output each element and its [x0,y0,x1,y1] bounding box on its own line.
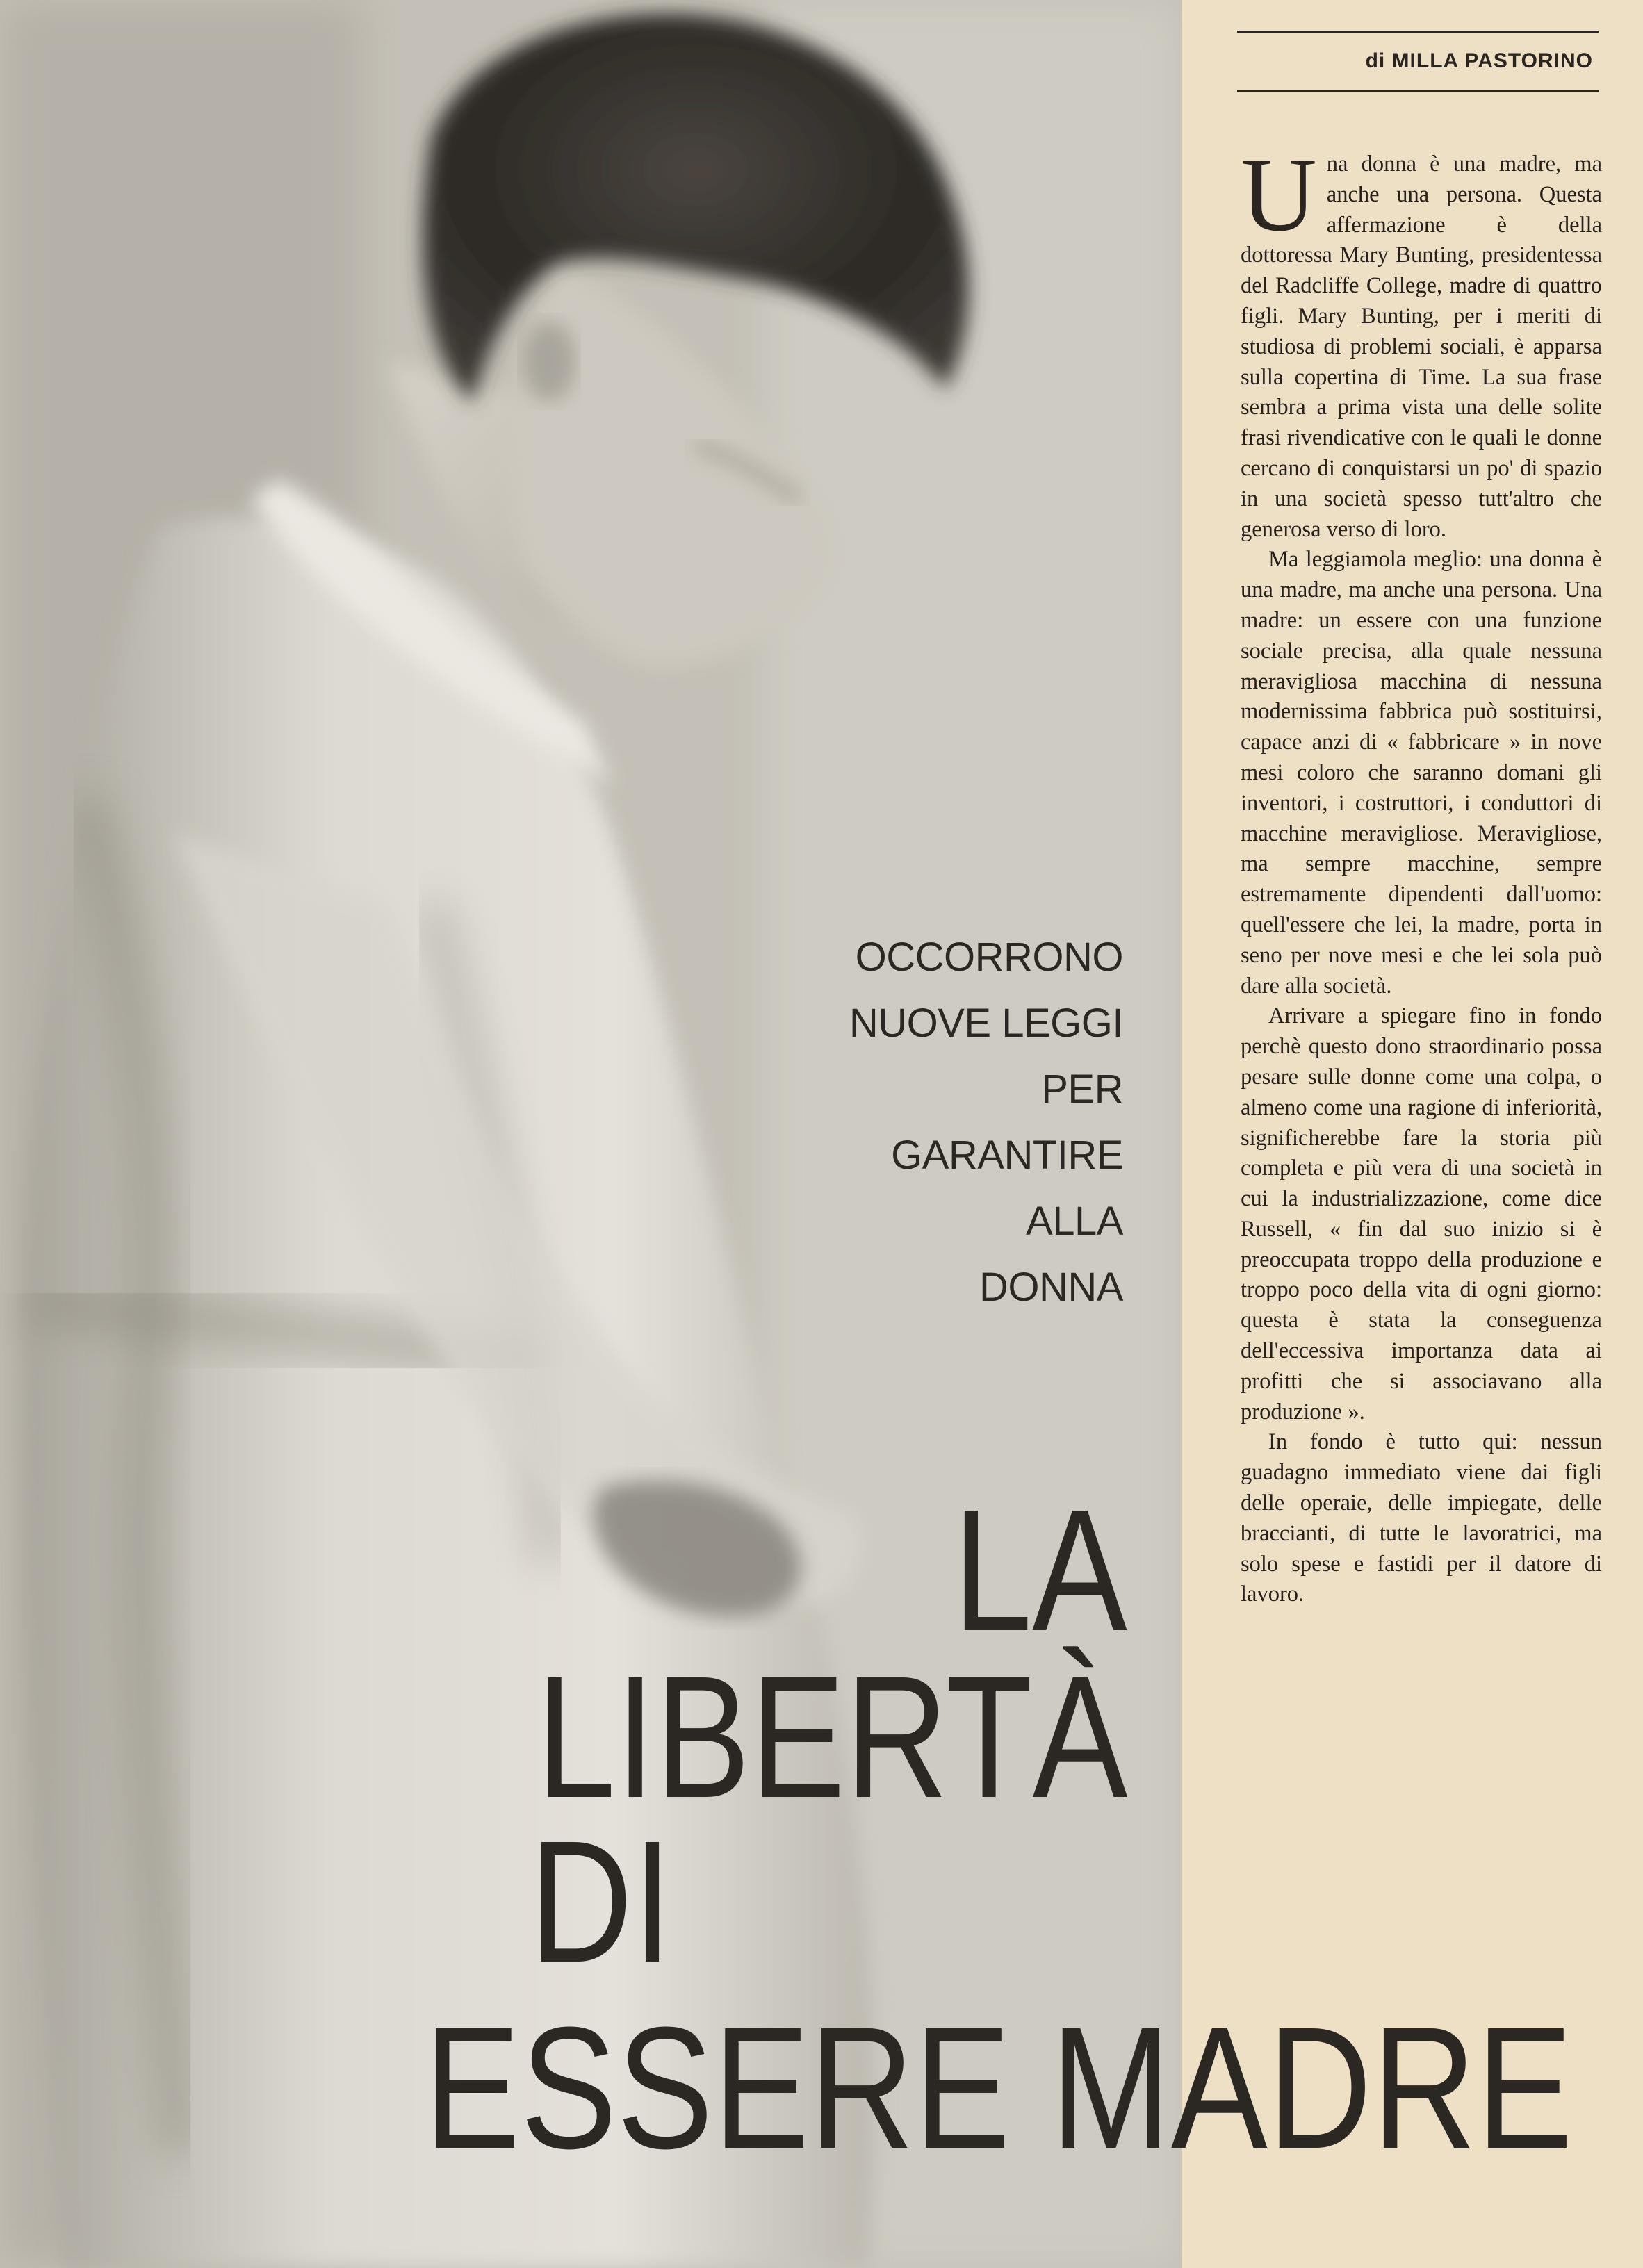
subtitle-line: PER [1041,1067,1123,1112]
subtitle-line: ALLA [1026,1199,1123,1244]
subtitle [734,924,1123,1320]
subtitle-line: GARANTIRE [891,1133,1123,1178]
title-line-4: ESSERE MADRE [424,1991,1573,2185]
article-paragraph-4: In fondo è tutto qui: nessun guadagno immediato viene dai figli delle operaie, delle impiegate, delle braccianti, di tutte le lavoratrici, ma solo spese e fastidi per il datore di lavoro. [1241,1429,1602,1607]
subtitle-line: OCCORRONO [855,935,1123,980]
byline-rule-box [1237,31,1599,92]
title-line-3: DI [530,1805,672,1998]
title-line-2: LIBERTÀ [536,1640,1127,1834]
paragraph-text: na donna è una madre, ma anche una persona. Questa affermazione è della dottoressa Mary Bunting, presidentessa del Radcliffe College, madre di quattro figli. Mary Bunting, per i meriti di studiosa di problemi sociali, è apparsa sulla copertina di Time. La sua frase sembra a prima vista una delle solite frasi rivendicative con le quali le donne cercano di conquistarsi un po' di spazio in una società spesso tutt'altro che generosa verso di loro. [1241,151,1602,542]
drop-cap: U [1241,136,1317,253]
byline: di MILLA PASTORINO [1365,49,1593,72]
article-paragraph-2: Ma leggiamola meglio: una donna è una madre, ma anche una persona. Una madre: un essere con una funzione sociale precisa, alla quale nessuna meravigliosa macchina di nessuna modernissima fabbrica può sostituirsi, capace anzi di « fabbricare » in nove mesi coloro che saranno domani gli inventori, i costruttori, i conduttori di macchine meravigliose. Meravigliose, ma sempre macchine, sempre estremamente dipendenti dall'uomo: quell'essere che lei, la madre, porta in seno per nove mesi e che lei sola può dare alla società. [1241,547,1602,999]
article-paragraph-1 [1241,136,1602,545]
title-line-1: LA [953,1473,1127,1667]
article-body [1241,136,1602,1610]
article-paragraph-3: Arrivare a spiegare fino in fondo perchè questo dono straordinario possa pesare sulle donne come una colpa, o almeno come una ragione di inferiorità, significherebbe fare la storia più completa e più vera di una società in cui la industrializzazione, come dice Russell, « fin dal suo inizio si è preoccupata troppo della produzione e troppo poco della vita di ogni giorno: questa è stata la conseguenza dell'eccessiva importanza data ai profitti che si associavano alla produzione ». [1241,1003,1602,1424]
subtitle-line: DONNA [979,1265,1123,1310]
subtitle-line: NUOVE LEGGI [849,1001,1123,1046]
